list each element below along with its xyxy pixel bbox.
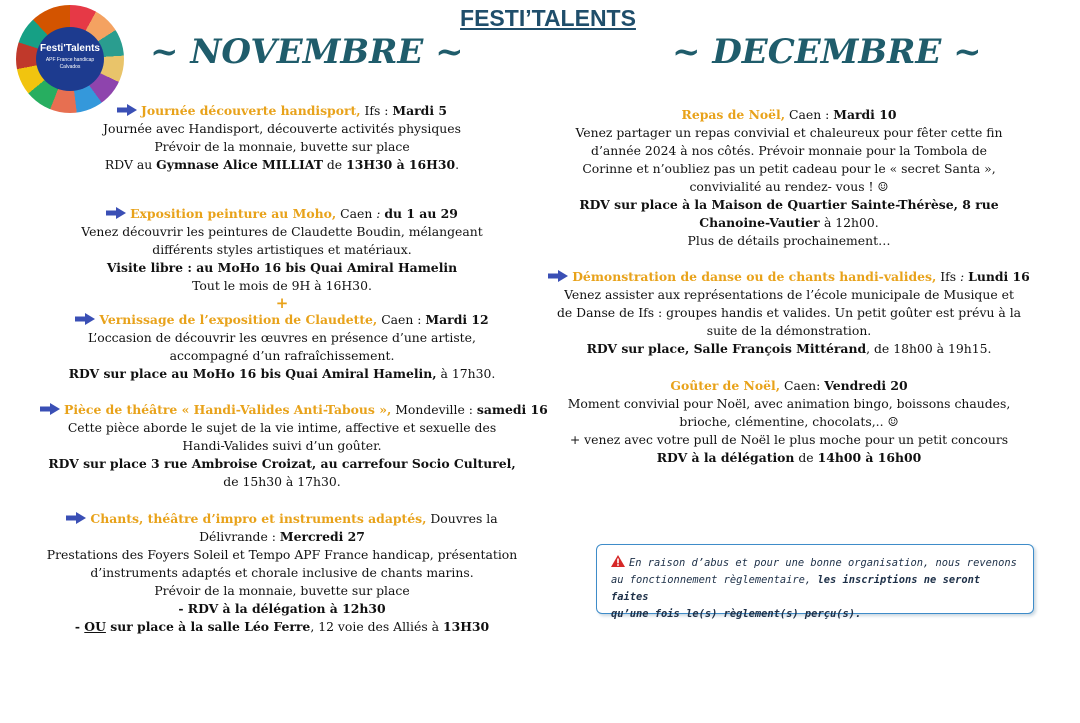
december-column [538, 106, 1040, 467]
event-gouter-noel: Goûter de Noël, Caen: Vendredi 20 Moment convivial pour Noël, avec animation bingo, boissons chaudes, brioche, clémentine, chocolats,.. ☺ + venez avec votre pull de Noël le plus moche pour un petit concours RDV à la délégation de 14h00 à 16h00 [567, 378, 1011, 465]
notice-line-2-bold: les inscriptions ne seront faites [611, 574, 981, 603]
arrow-icon [548, 270, 568, 282]
event-repas-noel: Repas de Noël, Caen : Mardi 10 Venez partager un repas convivial et chaleureux pour fêter cette fin d’année 2024 à nos côtés. Prévoir monnaie pour la Tombola de Corinne et n’oubliez pas un petit cadeau pour le « secret Santa », convivialité au rendez- vous ! ☺ RDV sur place à la Maison de Quartier Sainte-Thérèse, 8 rue Chanoine-Vautier à 12h00. Plus de détails prochainement… [575, 107, 1003, 248]
event-demonstration: Démonstration de danse ou de chants handi-valides, Ifs : Lundi 16 Venez assister aux représentations de l’école municipale de Musique et de Danse de Ifs : groupes handis et valides. Un petit goûter est prévu à la suite de la démonstration. RDV sur place, Salle François Mittérand, de 18h00 à 19h15. [538, 268, 1040, 358]
warning-icon [611, 555, 625, 567]
event-theatre: Pièce de théâtre « Handi-Valides Anti-Tabous », Mondeville : samedi 16 Cette pièce aborde le sujet de la vie intime, affective et sexuelle des Handi-Valides suivi d’un goûter. RDV sur place 3 rue Ambroise Croizat, au carrefour Socio Culturel, de 15h30 à 17h30. [40, 401, 524, 491]
notice-line-3: qu’une fois le(s) règlement(s) perçu(s). [611, 608, 862, 620]
month-december: ~ DECEMBRE ~ [672, 32, 982, 72]
event-exposition: Exposition peinture au Moho, Caen : du 1 au 29 Venez découvrir les peintures de Claudette Boudin, mélangeant différents styles artistiques et matériaux. Visite libre : au MoHo 16 bis Quai Amiral Hamelin Tout le mois de 9H à 16H30. [81, 206, 483, 293]
notice-line-1: En raison d’abus et pour une bonne organisation, nous revenons [629, 557, 1017, 569]
logo-name: Festi'Talents [40, 43, 100, 54]
notice-line-2: au fonctionnement règlementaire, [611, 574, 818, 586]
arrow-icon [75, 313, 95, 325]
november-column [40, 102, 548, 636]
arrow-icon [106, 207, 126, 219]
registration-notice [596, 544, 1034, 620]
arrow-icon [66, 512, 86, 524]
logo-subtitle: APF France handicap Calvados [45, 57, 95, 70]
page-title: FESTI’TALENTS [460, 5, 636, 31]
event-handisport: Journée découverte handisport, Ifs : Mardi 5 Journée avec Handisport, découverte activités physiques Prévoir de la monnaie, buvette sur place RDV au Gymnase Alice MILLIAT de 13H30 à 16H30. [103, 103, 461, 172]
event-chants: Chants, théâtre d’impro et instruments adaptés, Douvres la Délivrande : Mercredi 27 Prestations des Foyers Soleil et Tempo APF France handicap, présentation d’instruments adaptés et chorale inclusive de chants marins. Prévoir de la monnaie, buvette sur place - RDV à la délégation à 12h30 - OU sur place à la salle Léo Ferre, 12 voie des Alliés à 13H30 [46, 511, 518, 634]
plus-sign: + [275, 294, 289, 312]
arrow-icon [117, 104, 137, 116]
month-november: ~ NOVEMBRE ~ [150, 32, 464, 72]
arrow-icon [40, 403, 60, 415]
event-vernissage: Vernissage de l’exposition de Claudette, Caen : Mardi 12 L’occasion de découvrir les œuvres en présence d’une artiste, accompagné d’un rafraîchissement. RDV sur place au MoHo 16 bis Quai Amiral Hamelin, à 17h30. [68, 312, 496, 381]
